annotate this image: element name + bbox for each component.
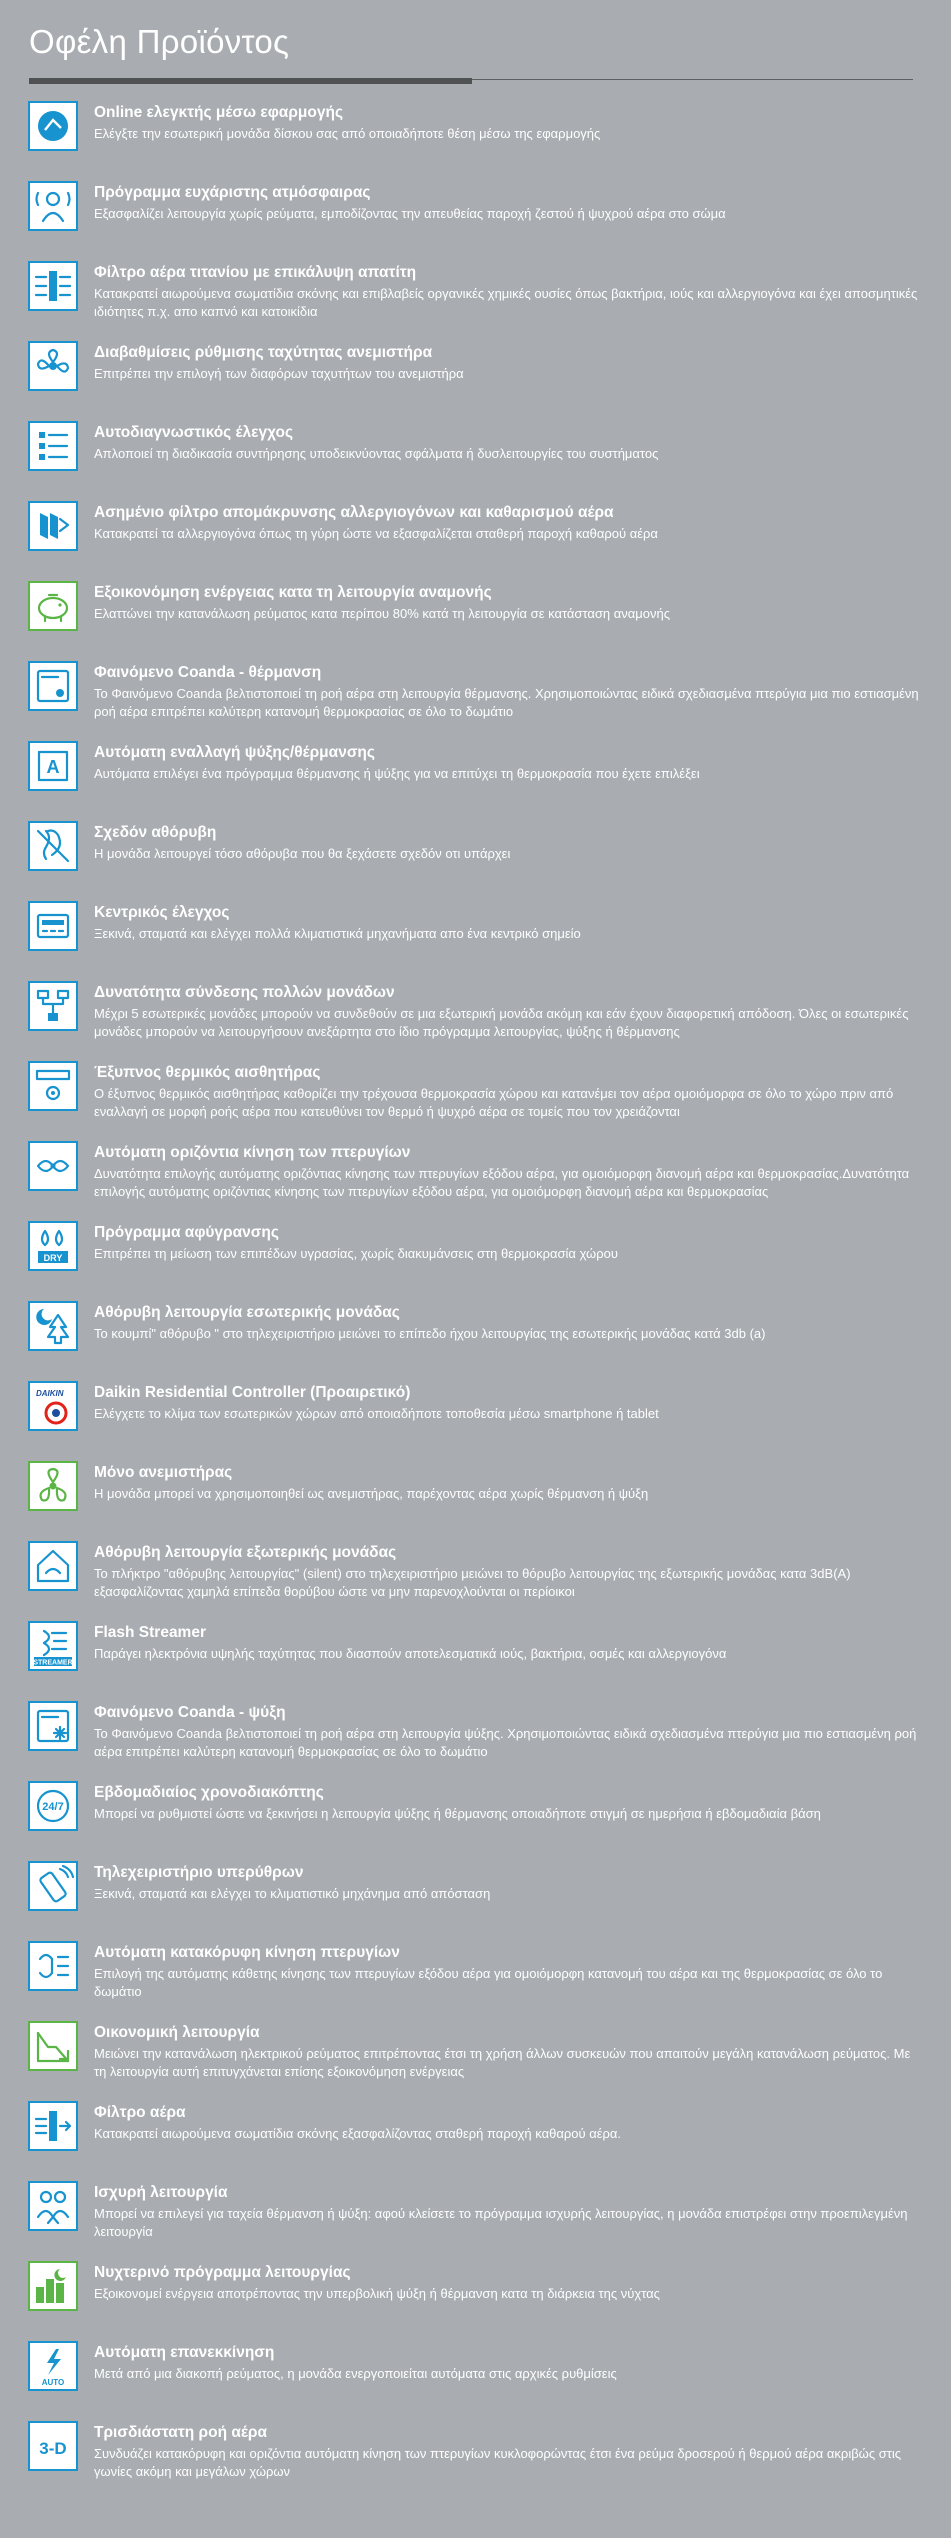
benefit-text — [94, 663, 920, 721]
night-quiet-icon — [28, 1301, 78, 1351]
svg-text:A: A — [46, 757, 60, 777]
benefit-title: Ασημένιο φίλτρο απομάκρυνσης αλλεργιογόνων και καθαρισμού αέρα — [94, 504, 614, 521]
benefit-title: Οικονομική λειτουργία — [94, 2024, 260, 2041]
benefit-item — [28, 1701, 920, 1781]
3d-airflow-icon — [28, 2421, 78, 2471]
benefit-text — [94, 1863, 920, 1903]
piggy-bank-icon — [28, 581, 78, 631]
benefit-text — [94, 2103, 920, 2143]
benefit-title: Αυτόματη κατακόρυφη κίνηση πτερυγίων — [94, 1944, 400, 1961]
coanda-cooling-icon — [28, 1701, 78, 1751]
benefit-text — [94, 1543, 920, 1601]
comfort-person-icon — [28, 181, 78, 231]
benefit-title: Ισχυρή λειτουργία — [94, 2184, 228, 2201]
benefit-title: Διαβαθμίσεις ρύθμισης ταχύτητας ανεμιστήρα — [94, 344, 433, 361]
benefit-description: Ελέγξτε την εσωτερική μονάδα δίσκου σας από οποιαδήποτε θέση μέσω της εφαρμογής — [94, 126, 601, 141]
benefit-item — [28, 1941, 920, 2021]
air-filter-icon — [28, 2101, 78, 2151]
outdoor-quiet-icon — [28, 1541, 78, 1591]
silver-filter-icon — [28, 501, 78, 551]
benefit-title: Εξοικονόμηση ενέργειας κατα τη λειτουργία αναμονής — [94, 584, 492, 601]
benefit-title: Τηλεχειριστήριο υπερύθρων — [94, 1864, 304, 1881]
benefit-item — [28, 341, 920, 421]
flash-streamer-icon — [28, 1621, 78, 1671]
benefit-title: Έξυπνος θερμικός αισθητήρας — [94, 1064, 321, 1081]
benefit-text — [94, 903, 920, 943]
benefit-description: Ξεκινά, σταματά και ελέγχει το κλιματιστικό μηχάνημα από απόσταση — [94, 1886, 491, 1901]
benefit-item — [28, 661, 920, 741]
benefit-title: Αυτοδιαγνωστικός έλεγχος — [94, 424, 294, 441]
benefit-text — [94, 743, 920, 783]
benefit-item — [28, 1781, 920, 1861]
benefit-title: Μόνο ανεμιστήρας — [94, 1464, 233, 1481]
benefit-item — [28, 1301, 920, 1381]
benefit-description: Το πλήκτρο "αθόρυβης λειτουργίας" (silent) στο τηλεχειριστήριο μειώνει το θόρυβο λειτουργίας της εξωτερικής μονάδας κατα 3dB(A) εξασφαλίζοντας χαμηλά επίπεδα θορύβου ώστε να μην παρενοχλούνται οι περίοικοι — [94, 1566, 851, 1599]
benefit-text — [94, 2263, 920, 2303]
benefit-text — [94, 823, 920, 863]
benefit-text — [94, 1463, 920, 1503]
benefit-text — [94, 983, 920, 1041]
benefit-description: Παράγει ηλεκτρόνια υψηλής ταχύτητας που διασπούν αποτελεσματικά ιούς, βακτήρια, οσμές και αλλεργιογόνα — [94, 1646, 727, 1661]
benefit-text — [94, 263, 920, 321]
benefit-text — [94, 1943, 920, 2001]
daikin-logo-icon — [28, 1381, 78, 1431]
benefit-item — [28, 1221, 920, 1301]
icon-caption: STREAMER — [33, 1659, 73, 1667]
benefit-description: Μπορεί να επιλεγεί για ταχεία θέρμανση ή ψύξη: αφού κλείσετε το πρόγραμμα ισχυρής λειτουργίας, η μονάδα επιστρέφει στην προεπιλεγμένη λειτουργία — [94, 2206, 908, 2239]
econo-mode-icon — [28, 2021, 78, 2071]
benefit-item — [28, 741, 920, 821]
benefit-description: Το κουμπί" αθόρυβο " στο τηλεχειριστήριο μειώνει το επίπεδο ήχου λειτουργίας της εσωτερικής μονάδας κατά 3db (a) — [94, 1326, 766, 1341]
icon-caption: AUTO — [41, 2378, 65, 2387]
weekly-timer-icon — [28, 1781, 78, 1831]
central-control-icon — [28, 901, 78, 951]
benefit-title: Αθόρυβη λειτουργία εσωτερικής μονάδας — [94, 1304, 400, 1321]
benefit-description: Κατακρατεί αιωρούμενα σωματίδια σκόνης εξασφαλίζοντας σταθερή παροχή καθαρού αέρα. — [94, 2126, 622, 2141]
benefit-item — [28, 2261, 920, 2341]
benefit-description: Συνδυάζει κατακόρυφη και οριζόντια αυτόματη κίνηση των πτερυγίων κυκλοφορώντας έτσι ένα ρεύμα δροσερού ή θερμού αέρα ακριβώς στις γωνίες ακόμη και μεγάλων χώρων — [94, 2446, 902, 2479]
page-header — [29, 20, 913, 86]
benefit-item — [28, 1061, 920, 1141]
benefit-item — [28, 901, 920, 981]
benefit-description: Μπορεί να ρυθμιστεί ώστε να ξεκινήσει η λειτουργία ψύξης ή θέρμανσης οποιαδήποτε στιγμή σε ημερήσια ή εβδομαδιαία βάση — [94, 1806, 821, 1821]
benefit-description: Ελαττώνει την κατανάλωση ρεύματος κατα περίπου 80% κατά τη λειτουργία σε κατάσταση αναμονής — [94, 606, 671, 621]
benefit-title: Daikin Residential Controller (Προαιρετικό) — [94, 1384, 411, 1401]
benefit-description: Απλοποιεί τη διαδικασία συντήρησης υποδεικνύοντας σφάλματα ή δυσλειτουργίες του συστήματος — [94, 446, 659, 461]
ear-quiet-icon — [28, 821, 78, 871]
benefit-description: Η μονάδα μπορεί να χρησιμοποιηθεί ως ανεμιστήρας, παρέχοντας αέρα χωρίς θέρμανση ή ψύξη — [94, 1486, 649, 1501]
benefit-description: Το Φαινόμενο Coanda βελτιστοποιεί τη ροή αέρα στη λειτουργία θέρμανσης. Χρησιμοποιώντας ειδικά σχεδιασμένα πτερύγια μια πιο εστιασμένη ροή αέρα επιτρέπει καλύτερη κατανομή θερμοκρασίας σε όλο το δωμάτιο — [94, 686, 919, 719]
auto-changeover-icon — [28, 741, 78, 791]
divider-accent — [29, 78, 472, 84]
benefit-text — [94, 1063, 920, 1121]
fan-speed-icon — [28, 341, 78, 391]
benefit-description: Επιτρέπει την επιλογή των διαφόρων ταχυτήτων του ανεμιστήρα — [94, 366, 464, 381]
benefit-title: Online ελεγκτής μέσω εφαρμογής — [94, 104, 344, 121]
benefit-title: Flash Streamer — [94, 1624, 206, 1641]
benefit-description: Ξεκινά, σταματά και ελέγχει πολλά κλιματιστικά μηχανήματα απο ένα κεντρικό σημείο — [94, 926, 581, 941]
benefit-title: Αυτόματη εναλλαγή ψύξης/θέρμανσης — [94, 744, 375, 761]
svg-text:DRY: DRY — [43, 1253, 63, 1263]
benefit-item — [28, 501, 920, 581]
benefit-text — [94, 1303, 920, 1343]
online-controller-icon — [28, 101, 78, 151]
benefit-item — [28, 2341, 920, 2421]
benefit-text — [94, 503, 920, 543]
title-divider — [29, 78, 913, 86]
benefit-text — [94, 2023, 920, 2081]
benefit-title: Αυτόματη επανεκκίνηση — [94, 2344, 275, 2361]
dry-drops-icon — [28, 1221, 78, 1271]
intelligent-eye-icon — [28, 1061, 78, 1111]
benefit-item — [28, 1861, 920, 1941]
benefit-text — [94, 423, 920, 463]
benefit-item — [28, 1381, 920, 1461]
benefit-title: Δυνατότητα σύνδεσης πολλών μονάδων — [94, 984, 395, 1001]
svg-text:DAIKIN: DAIKIN — [36, 1389, 64, 1398]
benefit-item — [28, 1621, 920, 1701]
vertical-swing-icon — [28, 1941, 78, 1991]
benefit-description: Μετά από μια διακοπή ρεύματος, η μονάδα ενεργοποιείται αυτόματα στις αρχικές ρυθμίσεις — [94, 2366, 617, 2381]
benefit-item — [28, 181, 920, 261]
benefit-title: Φαινόμενο Coanda - θέρμανση — [94, 664, 322, 681]
benefit-item — [28, 581, 920, 661]
benefit-item — [28, 1141, 920, 1221]
benefit-text — [94, 583, 920, 623]
horizontal-swing-icon — [28, 1141, 78, 1191]
powerful-mode-icon — [28, 2181, 78, 2231]
benefit-description: Δυνατότητα επιλογής αυτόματης οριζόντιας κίνησης των πτερυγίων εξόδου αέρα, για ομοιόμορφη διανομή αέρα και θερμοκρασίας.Δυνατότητα επιλογής αυτόματης οριζόντιας κίνησης των πτερυγίων εξόδου αέρα, για ομοιόμορφη διανομή αέρα και θερμοκρασίας — [94, 1166, 910, 1199]
benefit-title: Κεντρικός έλεγχος — [94, 904, 230, 921]
benefit-text — [94, 2423, 920, 2481]
benefit-description: Εξοικονομεί ενέργεια αποτρέποντας την υπερβολική ψύξη ή θέρμανση κατα τη διάρκεια της νύχτας — [94, 2286, 660, 2301]
benefit-text — [94, 343, 920, 383]
benefit-title: Πρόγραμμα αφύγρανσης — [94, 1224, 279, 1241]
self-diagnosis-icon — [28, 421, 78, 471]
benefit-description: Κατακρατεί αιωρούμενα σωματίδια σκόνης και επιβλαβείς οργανικές χημικές ουσίες όπως βακτήρια, ιούς και αλλεργιογόνα και έχει αποσμητικές ιδιότητες π.χ. απο καπνό και κατοικίδια — [94, 286, 918, 319]
benefit-description: Μειώνει την κατανάλωση ηλεκτρικού ρεύματος επιτρέποντας έτσι τη χρήση άλλων συσκευών που απαιτούν μεγάλη κατανάλωση ρεύματος. Με τη λειτουργία αυτή επιτυγχάνεται επίσης εξοικονόμηση ενέργειας — [94, 2046, 911, 2079]
benefit-item — [28, 261, 920, 341]
page-title: Οφέλη Προϊόντος — [29, 23, 290, 60]
benefit-title: Πρόγραμμα ευχάριστης ατμόσφαιρας — [94, 184, 371, 201]
benefit-title: Τρισδιάστατη ροή αέρα — [94, 2424, 267, 2441]
benefit-item — [28, 2421, 920, 2501]
benefit-text — [94, 2343, 920, 2383]
benefit-description: Μέχρι 5 εσωτερικές μονάδες μπορούν να συνδεθούν σε μια εξωτερική μονάδα ακόμη και εάν έχουν διαφορετική απόδοση. Όλες οι εσωτερικές μονάδες μπορούν να λειτουργήσουν ανεξάρτητα στο ίδιο πρόγραμμα λειτουργίας, ψύξης ή θέρμανσης — [94, 1006, 909, 1039]
benefit-item — [28, 981, 920, 1061]
coanda-heating-icon — [28, 661, 78, 711]
benefit-title: Εβδομαδιαίος χρονοδιακόπτης — [94, 1784, 324, 1801]
benefit-title: Σχεδόν αθόρυβη — [94, 824, 217, 841]
benefit-text — [94, 2183, 920, 2241]
icon-caption: 24/7 — [42, 1801, 64, 1813]
multi-connection-icon — [28, 981, 78, 1031]
benefit-text — [94, 1143, 920, 1201]
benefit-title: Φίλτρο αέρα — [94, 2104, 186, 2121]
benefit-title: Αθόρυβη λειτουργία εξωτερικής μονάδας — [94, 1544, 397, 1561]
benefit-description: Επιτρέπει τη μείωση των επιπέδων υγρασίας, χωρίς διακυμάνσεις στη θερμοκρασία χώρου — [94, 1246, 618, 1261]
icon-caption: 3-D — [39, 2439, 67, 2458]
benefit-item — [28, 1541, 920, 1621]
benefit-description: Ελέγχετε το κλίμα των εσωτερικών χώρων από οποιαδήποτε τοποθεσία μέσω smartphone ή tablet — [94, 1406, 659, 1421]
benefit-item — [28, 101, 920, 181]
benefit-title: Φαινόμενο Coanda - ψύξη — [94, 1704, 286, 1721]
benefit-item — [28, 2021, 920, 2101]
benefit-description: Εξασφαλίζει λειτουργία χωρίς ρεύματα, εμποδίζοντας την απευθείας παροχή ζεστού ή ψυχρού αέρα στο σώμα — [94, 206, 726, 221]
benefit-item — [28, 2101, 920, 2181]
infrared-remote-icon — [28, 1861, 78, 1911]
benefit-title: Φίλτρο αέρα τιτανίου με επικάλυψη απατίτη — [94, 264, 417, 281]
benefit-description: Ο έξυπνος θερμικός αισθητήρας καθορίζει την τρέχουσα θερμοκρασία χώρου και κατανέμει τον αέρα ομοιόμορφα σε όλο το χώρο πριν από εναλλαγή σε μορφή ροής αέρα που κατευθύνει τον θερμό ή ψυχρό αέρα σε τομείς που τον χρειάζονται — [94, 1086, 894, 1119]
benefit-description: Αυτόματα επιλέγει ένα πρόγραμμα θέρμανσης ή ψύξης για να επιτύχει τη θερμοκρασία που έχετε επιλέξει — [94, 766, 700, 781]
benefit-description: Κατακρατεί τα αλλεργιογόνα όπως τη γύρη ώστε να εξασφαλίζεται σταθερή παροχή καθαρού αέρα — [94, 526, 658, 541]
benefit-text — [94, 1703, 920, 1761]
benefit-item — [28, 821, 920, 901]
titanium-filter-icon — [28, 261, 78, 311]
benefit-text — [94, 1623, 920, 1663]
fan-only-icon — [28, 1461, 78, 1511]
benefit-title: Αυτόματη οριζόντια κίνηση των πτερυγίων — [94, 1144, 411, 1161]
benefit-title: Νυχτερινό πρόγραμμα λειτουργίας — [94, 2264, 351, 2281]
benefit-item — [28, 421, 920, 501]
benefit-description: Επιλογή της αυτόματης κάθετης κίνησης των πτερυγίων εξόδου αέρα για ομοιόμορφη κατανομή του αέρα και της θερμοκρασίας σε όλο το δωμάτιο — [94, 1966, 883, 1999]
benefit-text — [94, 103, 920, 143]
benefit-text — [94, 183, 920, 223]
benefit-text — [94, 1383, 920, 1423]
auto-restart-icon — [28, 2341, 78, 2391]
benefit-description: Το Φαινόμενο Coanda βελτιστοποιεί τη ροή αέρα στη λειτουργία ψύξης. Χρησιμοποιώντας ειδικά σχεδιασμένα πτερύγια μια πιο εστιασμένη ροή αέρα επιτρέπει καλύτερη κατανομή θερμοκρασίας σε όλο το δωμάτιο — [94, 1726, 917, 1759]
benefit-text — [94, 1783, 920, 1823]
benefits-list — [28, 101, 920, 2501]
night-setback-icon — [28, 2261, 78, 2311]
benefit-text — [94, 1223, 920, 1263]
benefit-item — [28, 2181, 920, 2261]
benefit-description: Η μονάδα λειτουργεί τόσο αθόρυβα που θα ξεχάσετε σχεδόν οτι υπάρχει — [94, 846, 511, 861]
benefit-item — [28, 1461, 920, 1541]
